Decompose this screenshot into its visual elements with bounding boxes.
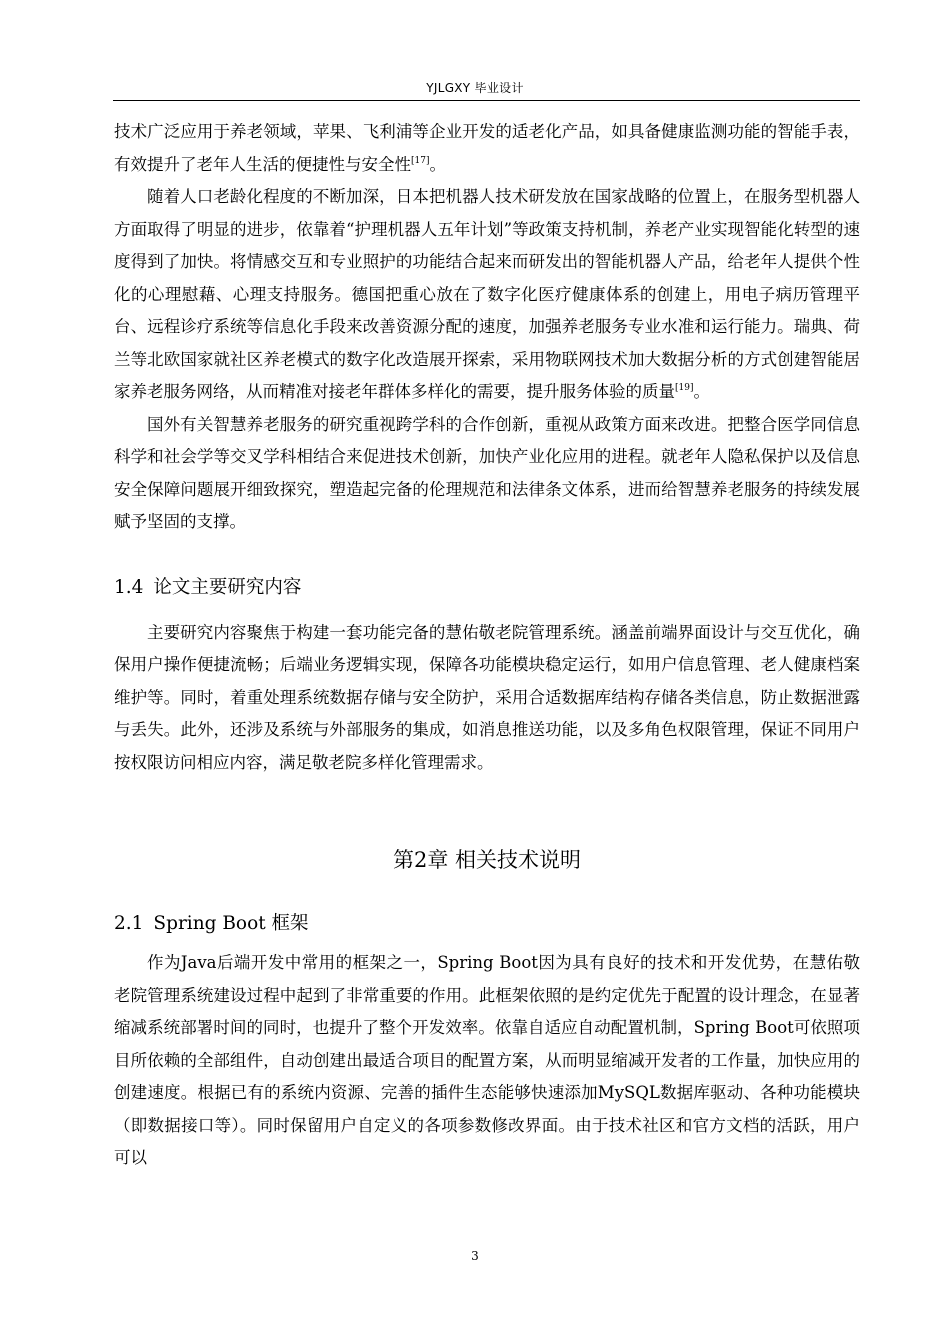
- paragraph-2-text: 随着人口老龄化程度的不断加深，日本把机器人技术研发放在国家战略的位置上，在服务型机器人方面取得了明显的进步，依靠着“护理机器人五年计划”等政策支持机制，养老产业实现智能化转型的速度得到了加快。将情感交互和专业照护的功能结合起来而研发出的智能机器人产品，给老年人提供个性化的心理慰藉、心理支持服务。德国把重心放在了数字化医疗健康体系的创建上，用电子病历管理平台、远程诊疗系统等信息化手段来改善资源分配的速度，加强养老服务专业水准和运行能力。瑞典、荷兰等北欧国家就社区养老模式的数字化改造展开探索，采用物联网技术加大数据分析的方式创建智能居家养老服务网络，从而精准对接老年群体多样化的需要，提升服务体验的质量: [114, 187, 860, 401]
- section-title-en: Spring Boot: [153, 913, 266, 934]
- spacer: [114, 877, 860, 909]
- page-content: [114, 116, 860, 1175]
- section-title-cn: 框架: [271, 913, 309, 934]
- spacer: [114, 539, 860, 573]
- paragraph-3: 国外有关智慧养老服务的研究重视跨学科的合作创新，重视从政策方面来改进。把整合医学同信息科学和社会学等交叉学科相结合来促进技术创新，加快产业化应用的进程。就老年人隐私保护以及信息安全保障问题展开细致探究，塑造起完备的伦理规范和法律条文体系，进而给智慧养老服务的持续发展赋予坚固的支撑。: [114, 414, 860, 531]
- section-title: 论文主要研究内容: [153, 576, 302, 598]
- citation-19: [19]: [675, 383, 694, 393]
- section-heading-1-4: [114, 573, 860, 603]
- spacer: [114, 939, 860, 947]
- paragraph-5: 作为Java后端开发中常用的框架之一，Spring Boot因为具有良好的技术和开发优势，在慧佑敬老院管理系统建设过程中起到了非常重要的作用。此框架依照的是约定优先于配置的设计理念，在显著缩减系统部署时间的同时，也提升了整个开发效率。依靠自适应自动配置机制，Spring Boot可依照项目所依赖的全部组件，自动创建出最适合项目的配置方案，从而明显缩减开发者的工作量，加快应用的创建速度。根据已有的系统内资源、完善的插件生态能够快速添加MySQL数据库驱动、各种功能模块（即数据接口等）。同时保留用户自定义的各项参数修改界面。由于技术社区和官方文档的活跃，用户可以: [114, 953, 860, 1167]
- page-number: 3: [471, 1249, 479, 1263]
- chapter-number: 2: [413, 848, 428, 872]
- citation-17: [17]: [411, 155, 430, 166]
- section-number: 2.1: [114, 913, 144, 934]
- paragraph-1-end: 。: [429, 154, 446, 174]
- section-heading-2-1: [114, 909, 860, 939]
- running-header: YJLGXY 毕业设计: [426, 81, 524, 95]
- spacer: [114, 603, 860, 617]
- header-rule: [113, 100, 860, 101]
- chapter-heading-2: [114, 843, 860, 877]
- paragraph-1: [114, 116, 860, 181]
- paragraph-2: [114, 181, 860, 409]
- paragraph-4: 主要研究内容聚焦于构建一套功能完备的慧佑敬老院管理系统。涵盖前端界面设计与交互优化，确保用户操作便捷流畅；后端业务逻辑实现，保障各功能模块稳定运行，如用户信息管理、老人健康档案维护等。同时，着重处理系统数据存储与安全防护，采用合适数据库结构存储各类信息，防止数据泄露与丢失。此外，还涉及系统与外部服务的集成，如消息推送功能，以及多角色权限管理，保证不同用户按权限访问相应内容，满足敬老院多样化管理需求。: [114, 622, 860, 772]
- chapter-prefix: 第: [392, 848, 414, 872]
- paragraph-2-end: 。: [693, 382, 710, 401]
- paragraph-1-text: 技术广泛应用于养老领域，苹果、飞利浦等企业开发的适老化产品，如具备健康监测功能的智能手表，有效提升了老年人生活的便捷性与安全性: [114, 122, 860, 174]
- chapter-title: 章 相关技术说明: [427, 848, 582, 872]
- section-number: 1.4: [114, 576, 144, 598]
- spacer: [114, 779, 860, 843]
